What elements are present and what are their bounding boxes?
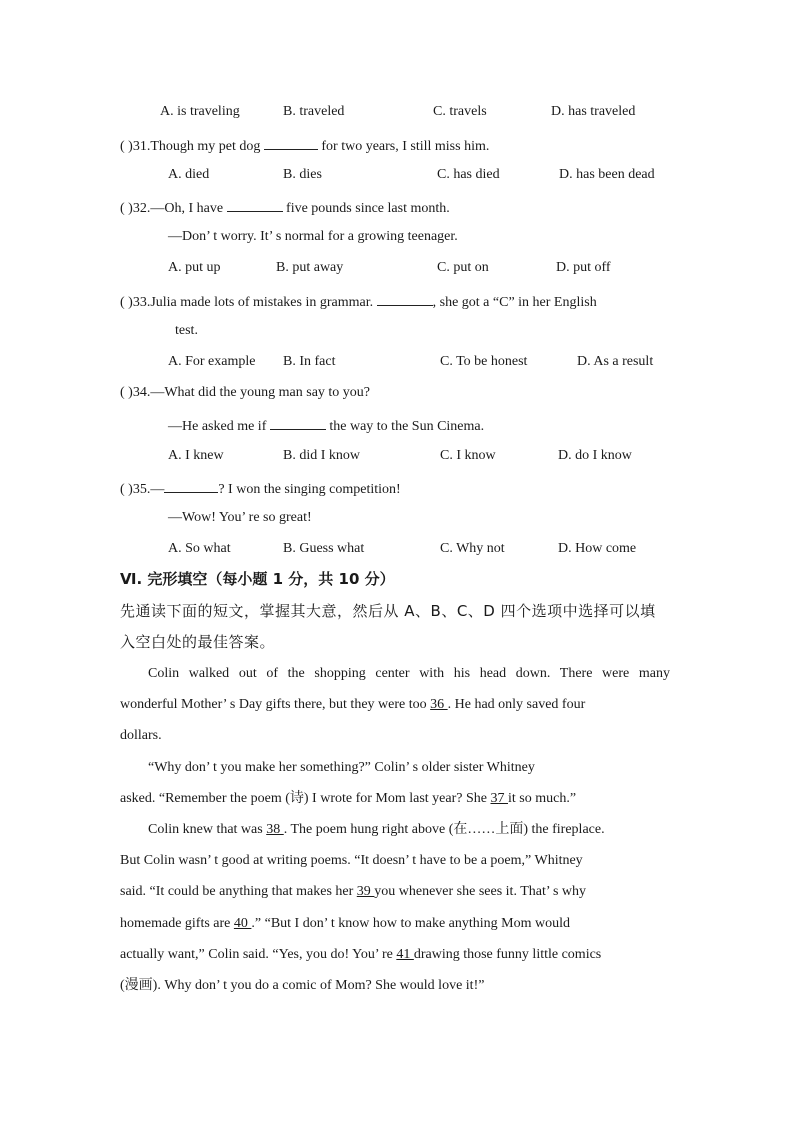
q31-option-c: C. has died xyxy=(437,167,500,182)
answer-blank xyxy=(164,478,218,493)
q32-option-b: B. put away xyxy=(276,260,344,275)
passage-line xyxy=(120,946,601,964)
q33-stem-cont: test. xyxy=(175,323,198,338)
q35-stem xyxy=(120,478,401,499)
q30-option-c: C. travels xyxy=(433,104,487,119)
passage-text: Colin knew that was xyxy=(148,822,267,837)
passage-line: Colin walked out of the shopping center with his head down. There were many xyxy=(148,666,670,681)
blank-36: 36 xyxy=(430,697,448,712)
blank-38: 38 xyxy=(266,822,284,837)
q35-stem-before: 35.— xyxy=(132,482,165,497)
blank-37: 37 xyxy=(490,791,508,806)
q34-option-a: A. I knew xyxy=(168,448,224,463)
answer-blank xyxy=(377,291,433,306)
q31-stem-after: for two years, I still miss him. xyxy=(317,139,490,154)
q32-option-c: C. put on xyxy=(437,260,489,275)
q33-stem-after: , she got a “C” in her English xyxy=(432,295,597,310)
q32-option-a: A. put up xyxy=(168,260,221,275)
q33-stem xyxy=(120,291,597,312)
q30-option-d: D. has traveled xyxy=(551,104,636,119)
passage-line xyxy=(120,790,576,808)
passage-line xyxy=(120,696,585,714)
q35-option-b: B. Guess what xyxy=(283,541,365,556)
q34-response-after: the way to the Sun Cinema. xyxy=(325,419,485,434)
passage-line: But Colin wasn’ t good at writing poems. “It doesn’ t have to be a poem,” Whitney xyxy=(120,853,583,868)
answer-blank xyxy=(270,415,326,430)
section-instruction: 先通读下面的短文，掌握其大意，然后从 A、B、C、D 四个选项中选择可以填 xyxy=(120,602,656,620)
q34-stem-text: 34.—What did the young man say to you? xyxy=(132,385,371,400)
blank-39: 39 xyxy=(356,884,375,899)
passage-line: dollars. xyxy=(120,728,162,743)
answer-blank xyxy=(227,197,283,212)
passage-text: it so much.” xyxy=(508,791,577,806)
passage-text: said. “It could be anything that makes her xyxy=(120,884,357,899)
passage-text: wonderful Mother’ s Day gifts there, but they were too xyxy=(120,697,431,712)
q35-option-a: A. So what xyxy=(168,541,231,556)
q32-stem-after: five pounds since last month. xyxy=(282,201,450,216)
passage-line: “Why don’ t you make her something?” Colin’ s older sister Whitney xyxy=(148,760,535,775)
q33-stem-before: 33.Julia made lots of mistakes in grammar. xyxy=(132,295,377,310)
section-instruction-cont: 入空白处的最佳答案。 xyxy=(120,633,276,651)
answer-paren: ( ) xyxy=(120,201,133,216)
section-heading: Ⅵ. 完形填空（每小题 1 分，共 10 分） xyxy=(120,570,395,588)
q33-option-b: B. In fact xyxy=(283,354,336,369)
q33-option-d: D. As a result xyxy=(577,354,654,369)
q34-option-d: D. do I know xyxy=(558,448,632,463)
q32-stem xyxy=(120,197,450,218)
q31-stem-before: 31.Though my pet dog xyxy=(132,139,264,154)
q32-stem-before: 32.—Oh, I have xyxy=(132,201,227,216)
q31-option-d: D. has been dead xyxy=(559,167,655,182)
q34-response-before: —He asked me if xyxy=(168,419,270,434)
passage-text: homemade gifts are xyxy=(120,916,234,931)
q34-response xyxy=(168,415,484,436)
q34-option-c: C. I know xyxy=(440,448,496,463)
passage-line: (漫画). Why don’ t you do a comic of Mom? She would love it!” xyxy=(120,978,485,993)
q31-option-a: A. died xyxy=(168,167,210,182)
q35-response: —Wow! You’ re so great! xyxy=(168,510,312,525)
passage-text: drawing those funny little comics xyxy=(413,947,602,962)
q34-option-b: B. did I know xyxy=(283,448,360,463)
blank-41: 41 xyxy=(396,947,414,962)
q31-stem xyxy=(120,135,489,156)
answer-blank xyxy=(264,135,318,150)
answer-paren: ( ) xyxy=(120,295,133,310)
passage-text: actually want,” Colin said. “Yes, you do! You’ re xyxy=(120,947,397,962)
answer-paren: ( ) xyxy=(120,385,133,400)
passage-text: you whenever she sees it. That’ s why xyxy=(374,884,587,899)
q32-response: —Don’ t worry. It’ s normal for a growing teenager. xyxy=(168,229,458,244)
q32-option-d: D. put off xyxy=(556,260,611,275)
q35-option-d: D. How come xyxy=(558,541,637,556)
q35-option-c: C. Why not xyxy=(440,541,505,556)
q31-option-b: B. dies xyxy=(283,167,322,182)
q35-stem-after: ? I won the singing competition! xyxy=(218,482,401,497)
passage-text: .” “But I don’ t know how to make anything Mom would xyxy=(251,916,570,931)
answer-paren: ( ) xyxy=(120,139,133,154)
passage-text: asked. “Remember the poem (诗) I wrote for Mom last year? She xyxy=(120,791,491,806)
passage-text: . The poem hung right above (在……上面) the fireplace. xyxy=(283,822,605,837)
q30-option-b: B. traveled xyxy=(283,104,345,119)
passage-line xyxy=(120,915,570,933)
q34-stem xyxy=(120,384,370,402)
q33-option-a: A. For example xyxy=(168,354,256,369)
passage-text: . He had only saved four xyxy=(447,697,586,712)
answer-paren: ( ) xyxy=(120,482,133,497)
passage-line xyxy=(148,821,605,839)
q30-option-a: A. is traveling xyxy=(160,104,240,119)
q33-option-c: C. To be honest xyxy=(440,354,528,369)
blank-40: 40 xyxy=(233,916,252,931)
passage-line xyxy=(120,883,586,901)
